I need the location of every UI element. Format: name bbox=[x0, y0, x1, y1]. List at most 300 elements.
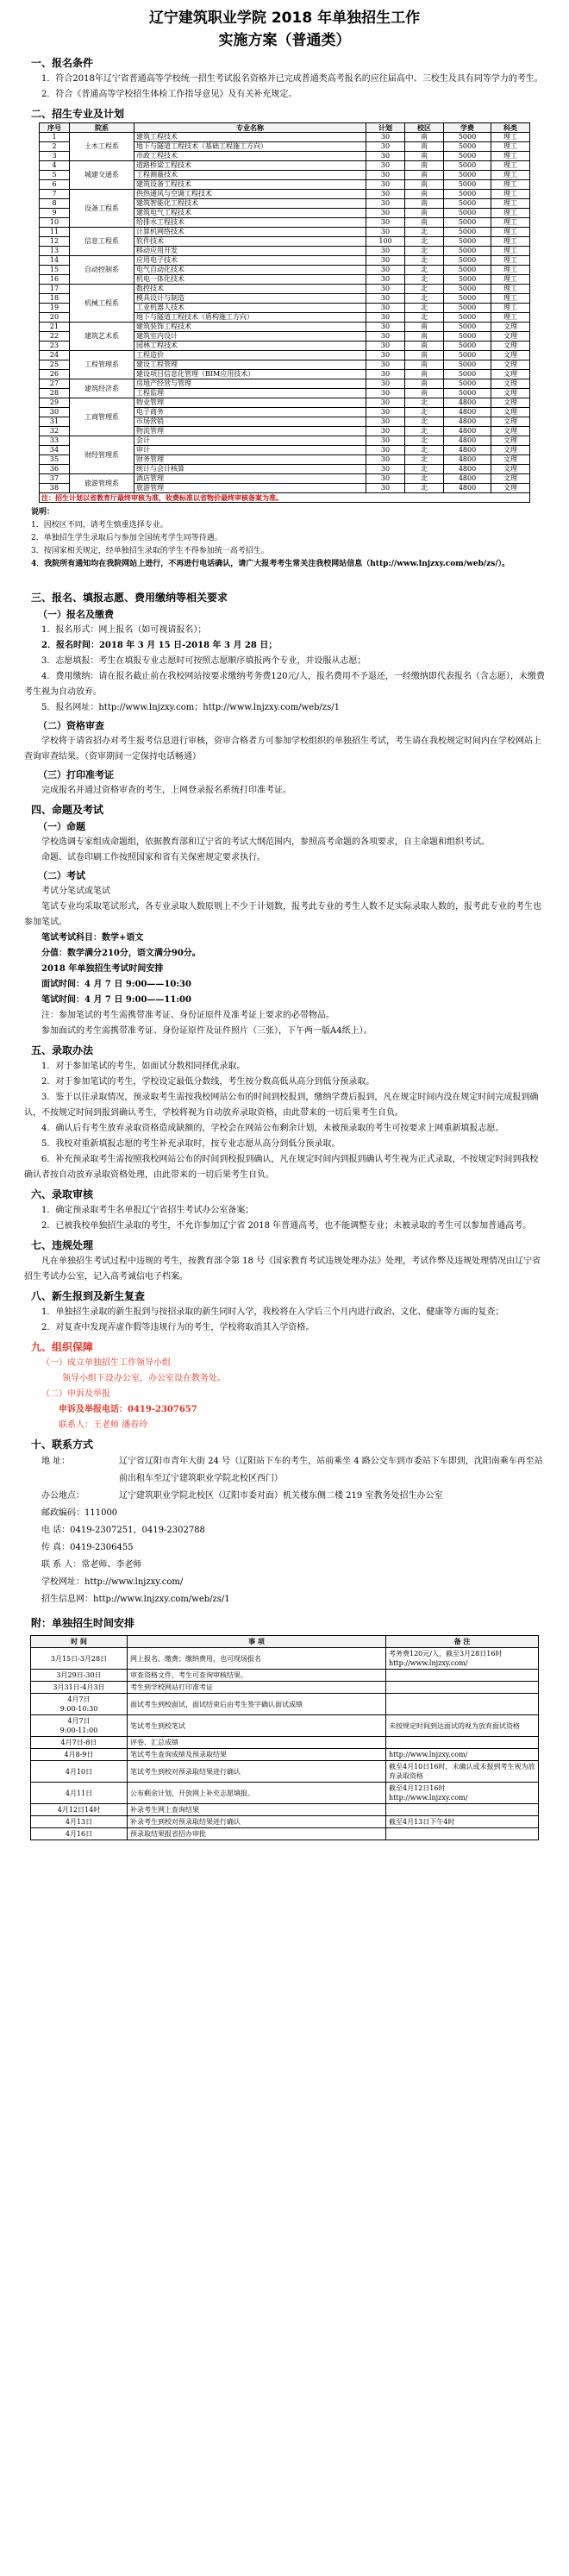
campus: 南 bbox=[405, 351, 444, 360]
section-heading: 九、组织保障 bbox=[31, 1341, 94, 1353]
major-name: 房地产经营与管理 bbox=[134, 379, 366, 389]
tuition: 5000 bbox=[444, 360, 491, 370]
major-name: 地下与隧道工程技术（基础工程施工方向） bbox=[134, 142, 366, 152]
campus: 南 bbox=[405, 133, 444, 142]
schedule-note: 考务费120元/人，截至3月28日16时 http://www.lnjzxy.com/ bbox=[386, 1648, 539, 1670]
tuition: 5000 bbox=[444, 199, 491, 209]
paragraph: 领导小组下设办公室，办公室设在教务处。 bbox=[62, 1374, 226, 1383]
appendix-heading: 附：单独招生时间安排 bbox=[31, 1617, 135, 1629]
major-name: 物业管理 bbox=[134, 398, 366, 408]
department: 土木工程系 bbox=[70, 133, 134, 161]
campus: 北 bbox=[405, 436, 444, 446]
category: 文理 bbox=[491, 455, 530, 465]
tuition: 4800 bbox=[444, 465, 491, 474]
table-row bbox=[40, 161, 530, 171]
row-number: 1 bbox=[40, 133, 70, 142]
plan-count: 30 bbox=[366, 427, 405, 436]
school-website-link[interactable]: 学校网址：http://www.lnjzxy.com/ bbox=[41, 1577, 184, 1587]
campus: 南 bbox=[405, 180, 444, 190]
paragraph: 3．鉴于以往录取情况，预录取考生需按我校网站公布的时间到校报到，缴纳学费后报到，凡在规定时间内没在规定时间完成报到确认，不按规定时间到报到确认考生，学校将视为自动放弃录取资格，由此带来的一切后果考生自负。 bbox=[24, 1093, 539, 1118]
table-row bbox=[40, 133, 530, 142]
department: 工商管理系 bbox=[70, 398, 134, 436]
campus: 北 bbox=[405, 427, 444, 436]
table-row bbox=[31, 1715, 539, 1737]
table-row bbox=[40, 285, 530, 294]
paragraph: 4．确认后有考生放弃录取资格造成缺额的，学校会在网站公布剩余计划，未被预录取的考生可按要求上网重新填报志愿。 bbox=[41, 1124, 504, 1133]
major-name: 建筑设备工程技术 bbox=[134, 180, 366, 190]
major-name: 园林工程技术 bbox=[134, 342, 366, 351]
row-number: 6 bbox=[40, 180, 70, 190]
major-name: 地下与隧道工程技术（盾构施工方向） bbox=[134, 313, 366, 323]
schedule-note bbox=[386, 1804, 539, 1816]
major-name: 工程监理 bbox=[134, 389, 366, 398]
row-number: 28 bbox=[40, 389, 70, 398]
plan-count: 30 bbox=[366, 142, 405, 152]
department: 建筑艺术系 bbox=[70, 323, 134, 351]
section-heading: 三、报名、填报志愿、费用缴纳等相关要求 bbox=[31, 592, 228, 604]
category: 文理 bbox=[491, 332, 530, 342]
tuition: 5000 bbox=[444, 161, 491, 171]
paragraph: 命题、试卷印刷工作按照国家和省有关保密规定要求执行。 bbox=[41, 853, 266, 862]
section-heading: 七、违规处理 bbox=[31, 1239, 94, 1251]
table-row bbox=[31, 1816, 539, 1828]
plan-count: 30 bbox=[366, 360, 405, 370]
paragraph: 2018 年单独招生考试时间安排 bbox=[41, 964, 164, 974]
table-row bbox=[31, 1783, 539, 1804]
campus: 北 bbox=[405, 294, 444, 304]
department: 自动控制系 bbox=[70, 256, 134, 285]
campus: 北 bbox=[405, 304, 444, 313]
major-name: 财务管理 bbox=[134, 455, 366, 465]
schedule-time: 3月29日-30日 bbox=[31, 1670, 128, 1682]
major-name: 电子商务 bbox=[134, 408, 366, 417]
category: 文理 bbox=[491, 379, 530, 389]
plan-count: 30 bbox=[366, 342, 405, 351]
tuition: 5000 bbox=[444, 285, 491, 294]
department: 信息工程系 bbox=[70, 228, 134, 256]
schedule-item: 补录考生到校对预录取结果进行确认 bbox=[128, 1816, 386, 1828]
department: 财经管理系 bbox=[70, 436, 134, 474]
tuition: 5000 bbox=[444, 266, 491, 275]
column-header: 院系 bbox=[70, 123, 134, 133]
major-name: 建设工程管理 bbox=[134, 360, 366, 370]
paragraph: 1．单独招生录取的新生报到与按招录取的新生同时入学，我校将在入学后三个月内进行政治、文化、健康等方面的复查； bbox=[41, 1307, 504, 1317]
row-number: 17 bbox=[40, 285, 70, 294]
row-number: 23 bbox=[40, 342, 70, 351]
plan-count: 30 bbox=[366, 446, 405, 455]
tuition: 4800 bbox=[444, 484, 491, 493]
category: 理工 bbox=[491, 256, 530, 266]
tuition: 5000 bbox=[444, 142, 491, 152]
section-heading: 八、新生报到及新生复查 bbox=[31, 1290, 146, 1302]
campus: 南 bbox=[405, 323, 444, 332]
major-name: 建筑室内设计 bbox=[134, 332, 366, 342]
paragraph: 学校将于请省招办对考生报考信息进行审核，资审合格者方可参加学校组织的单独招生考试，考生请在我校规定时间内在学校网站上查询审查结果。（资审期间一定保持电话畅通） bbox=[24, 736, 541, 762]
category: 理工 bbox=[491, 228, 530, 237]
table-row bbox=[31, 1749, 539, 1761]
plan-count: 30 bbox=[366, 313, 405, 323]
schedule-time: 4月11日 bbox=[31, 1783, 128, 1804]
schedule-note: http://www.lnjzxy.com/ bbox=[386, 1749, 539, 1761]
campus: 南 bbox=[405, 389, 444, 398]
paragraph: 2．报名时间：2018 年 3 月 15 日-2018 年 3 月 28 日； bbox=[41, 641, 278, 650]
campus: 南 bbox=[405, 199, 444, 209]
schedule-time: 3月31日-4月3日 bbox=[31, 1682, 128, 1694]
paragraph: 2．符合《普通高等学校招生体检工作指导意见》及有关补充规定。 bbox=[41, 90, 297, 99]
subsection-heading: （二）资格审查 bbox=[38, 720, 104, 731]
category: 理工 bbox=[491, 313, 530, 323]
section-heading: 五、录取办法 bbox=[31, 1044, 94, 1056]
schedule-item: 公布剩余计划，开放网上补充志愿填报。 bbox=[128, 1783, 386, 1804]
plan-count: 30 bbox=[366, 304, 405, 313]
enrollment-plan-table bbox=[39, 122, 530, 503]
column-header: 学费 bbox=[444, 123, 491, 133]
tuition: 4800 bbox=[444, 427, 491, 436]
doc-title-line2: 实施方案（普通类） bbox=[218, 32, 351, 49]
address-label: 地 址： bbox=[41, 1457, 71, 1466]
tuition: 4800 bbox=[444, 417, 491, 427]
row-number: 25 bbox=[40, 360, 70, 370]
campus: 北 bbox=[405, 417, 444, 427]
note-item: 3．按国家相关规定，经单独招生录取的学生不得参加统一高考招生。 bbox=[31, 547, 269, 555]
tuition: 5000 bbox=[444, 379, 491, 389]
major-name: 审计 bbox=[134, 446, 366, 455]
table-row bbox=[40, 398, 530, 408]
row-number: 11 bbox=[40, 228, 70, 237]
schedule-time: 4月12日14时 bbox=[31, 1804, 128, 1816]
tuition: 5000 bbox=[444, 228, 491, 237]
paragraph: 参加面试的考生需携带准考证、身份证原件及证件照片（三张），下午两一版A4纸上）。 bbox=[41, 1026, 372, 1036]
paragraph: 完成报名并通过资格审查的考生，上网登录报名系统打印准考证。 bbox=[41, 786, 291, 795]
tuition: 5000 bbox=[444, 342, 491, 351]
schedule-item: 补录考生网上查询结果 bbox=[128, 1804, 386, 1816]
plan-count: 30 bbox=[366, 323, 405, 332]
major-name: 工程测量技术 bbox=[134, 171, 366, 180]
note-item: 2．单独招生学生录取后与参加全国统考学生同等待遇。 bbox=[31, 534, 222, 542]
office-row bbox=[41, 1488, 545, 1505]
plan-count: 30 bbox=[366, 351, 405, 360]
tuition: 5000 bbox=[444, 294, 491, 304]
table-row bbox=[31, 1828, 539, 1840]
campus: 北 bbox=[405, 313, 444, 323]
schedule-note: 截至4月10日16时，未确认或未报到考生视为放弃录取资格 bbox=[386, 1761, 539, 1783]
plan-count: 30 bbox=[366, 218, 405, 228]
campus: 北 bbox=[405, 285, 444, 294]
tuition: 5000 bbox=[444, 180, 491, 190]
tuition: 4800 bbox=[444, 474, 491, 484]
campus: 南 bbox=[405, 332, 444, 342]
tuition: 5000 bbox=[444, 304, 491, 313]
table-row bbox=[31, 1761, 539, 1783]
column-header: 事 项 bbox=[128, 1636, 386, 1648]
paragraph: 凡在单独招生考试过程中违规的考生，按教育部令第 18 号《国家教育考试违规处理办法》处理，考试作弊及违规处理情况由辽宁省招生考试办公室，记入高考诚信电子档案。 bbox=[24, 1257, 541, 1282]
category: 文理 bbox=[491, 427, 530, 436]
category: 理工 bbox=[491, 171, 530, 180]
note-item: 4．我院所有通知均在我院网站上进行，不再进行电话确认，请广大报考考生常关注我校网站信息（http://www.lnjzxy.com/web/zs/）。 bbox=[31, 560, 510, 568]
paragraph: 1．确定预录取考生名单报辽宁省招生考试办公室备案； bbox=[41, 1206, 254, 1215]
major-name: 移动应用开发 bbox=[134, 247, 366, 256]
category: 文理 bbox=[491, 398, 530, 408]
row-number: 29 bbox=[40, 398, 70, 408]
row-number: 20 bbox=[40, 313, 70, 323]
tuition: 5000 bbox=[444, 152, 491, 161]
column-header: 校区 bbox=[405, 123, 444, 133]
schedule-note bbox=[386, 1828, 539, 1840]
table-row bbox=[31, 1737, 539, 1749]
plan-count: 30 bbox=[366, 190, 405, 199]
row-number: 8 bbox=[40, 199, 70, 209]
row-number: 15 bbox=[40, 266, 70, 275]
department: 设备工程系 bbox=[70, 190, 134, 228]
schedule-time: 3月15日-3月28日 bbox=[31, 1648, 128, 1670]
plan-count: 30 bbox=[366, 209, 405, 218]
schedule-table bbox=[30, 1635, 539, 1840]
department: 机械工程系 bbox=[70, 285, 134, 323]
row-number: 34 bbox=[40, 446, 70, 455]
tuition: 4800 bbox=[444, 408, 491, 417]
table-row bbox=[31, 1804, 539, 1816]
category: 文理 bbox=[491, 484, 530, 493]
plan-count: 30 bbox=[366, 180, 405, 190]
category: 理工 bbox=[491, 304, 530, 313]
schedule-time: 4月7日 9:00-10:30 bbox=[31, 1694, 128, 1715]
paragraph: （一）成立单独招生工作领导小组 bbox=[41, 1358, 171, 1368]
plan-count: 30 bbox=[366, 408, 405, 417]
section-heading: 二、招生专业及计划 bbox=[31, 108, 125, 120]
campus: 北 bbox=[405, 455, 444, 465]
paragraph: 分值：数学满分210分，语文满分90分。 bbox=[41, 949, 201, 958]
plan-count: 30 bbox=[366, 285, 405, 294]
campus: 北 bbox=[405, 247, 444, 256]
row-number: 18 bbox=[40, 294, 70, 304]
category: 文理 bbox=[491, 389, 530, 398]
paragraph[interactable]: 5．报名网址：http://www.lnjzxy.com；http://www.lnjzxy.com/web/zs/1 bbox=[41, 703, 340, 712]
major-name: 建设项目信息化管理（BIM应用技术） bbox=[134, 370, 366, 379]
column-header: 计划 bbox=[366, 123, 405, 133]
category: 文理 bbox=[491, 446, 530, 455]
campus: 北 bbox=[405, 256, 444, 266]
schedule-item: 预录取结果报省招办审批 bbox=[128, 1828, 386, 1840]
category: 理工 bbox=[491, 142, 530, 152]
category: 理工 bbox=[491, 190, 530, 199]
paragraph: 2．对于参加笔试的考生，学校设定最低分数线，考生按分数高低从高分到低分预录取。 bbox=[41, 1077, 375, 1087]
admission-website-link[interactable]: 招生信息网：http://www.lnjzxy.com/web/zs/1 bbox=[41, 1595, 230, 1604]
paragraph: 学校选调专家组成命题组，依据教育部和辽宁省的考试大纲范围内，参照高考命题的各项要求，自主命题和组织考试。 bbox=[41, 837, 490, 847]
schedule-time: 4月10日 bbox=[31, 1761, 128, 1783]
major-name: 计算机网络技术 bbox=[134, 228, 366, 237]
major-name: 市场营销 bbox=[134, 417, 366, 427]
row-number: 27 bbox=[40, 379, 70, 389]
paragraph: 注：参加笔试的考生需携带准考证、身份证原件及准考证上要求的必带物品。 bbox=[41, 1011, 335, 1020]
column-header: 时 间 bbox=[31, 1636, 128, 1648]
paragraph: 1．符合2018年辽宁省普通高等学校统一招生考试报名资格并已完成普通类高考报名的应往届高中、三校生及具有同等学力的考生。 bbox=[41, 74, 543, 84]
major-name: 物流管理 bbox=[134, 427, 366, 436]
table-row bbox=[40, 190, 530, 199]
campus: 北 bbox=[405, 237, 444, 247]
major-name: 会计 bbox=[134, 436, 366, 446]
tuition: 5000 bbox=[444, 323, 491, 332]
tuition: 5000 bbox=[444, 218, 491, 228]
row-number: 35 bbox=[40, 455, 70, 465]
plan-count: 30 bbox=[366, 256, 405, 266]
schedule-item: 笔试考生到校对预录取结果进行确认 bbox=[128, 1761, 386, 1783]
row-number: 21 bbox=[40, 323, 70, 332]
campus: 北 bbox=[405, 398, 444, 408]
subsection-heading: （一）命题 bbox=[38, 821, 85, 832]
paragraph: 2．已被我校单独招生录取的考生，不允许参加辽宁省 2018 年普通高考，也不能调整专业；未被录取的考生可以参加普通高考。 bbox=[41, 1221, 532, 1231]
contact-person: 联 系 人：常老师、李老师 bbox=[41, 1560, 142, 1570]
tuition: 5000 bbox=[444, 133, 491, 142]
tuition: 4800 bbox=[444, 436, 491, 446]
note-item: 1．因校区不同，请考生慎重选择专业。 bbox=[31, 521, 168, 530]
row-number: 12 bbox=[40, 237, 70, 247]
paragraph: 4．费用缴纳：请在报名截止前在我校网站按要求缴纳考务费120元/人，报名费用不予退还，一经缴纳即代表报名（含志愿），未缴费考生视为自动放弃。 bbox=[24, 672, 545, 697]
major-name: 应用电子技术 bbox=[134, 256, 366, 266]
plan-count: 30 bbox=[366, 332, 405, 342]
plan-count: 30 bbox=[366, 228, 405, 237]
plan-count: 30 bbox=[366, 133, 405, 142]
category: 文理 bbox=[491, 465, 530, 474]
plan-count: 30 bbox=[366, 389, 405, 398]
table-row bbox=[40, 228, 530, 237]
major-name: 软件技术 bbox=[134, 237, 366, 247]
row-number: 26 bbox=[40, 370, 70, 379]
tuition: 5000 bbox=[444, 209, 491, 218]
table-row bbox=[40, 256, 530, 266]
schedule-item: 考生到学校网站打印准考证 bbox=[128, 1682, 386, 1694]
schedule-item: 面试考生到校面试，面试结束后由考生签字确认面试成绩 bbox=[128, 1694, 386, 1715]
office-value: 辽宁建筑职业学院北校区（辽阳市委对面）机关楼东侧二楼 219 室教务处招生办公室 bbox=[119, 1491, 443, 1501]
tuition: 5000 bbox=[444, 313, 491, 323]
schedule-time: 4月8-9日 bbox=[31, 1749, 128, 1761]
campus: 北 bbox=[405, 465, 444, 474]
schedule-item: 审查资格文件，考生可查询审核结果。 bbox=[128, 1670, 386, 1682]
tuition: 5000 bbox=[444, 247, 491, 256]
plan-count: 30 bbox=[366, 161, 405, 171]
row-number: 24 bbox=[40, 351, 70, 360]
section-heading: 一、报名条件 bbox=[31, 57, 94, 69]
complaint-phone: 申诉及举报电话：0419-2307657 bbox=[59, 1405, 197, 1414]
table-note-row bbox=[40, 493, 530, 503]
schedule-note: 截至4月12日16时 http://www.lnjzxy.com/ bbox=[386, 1783, 539, 1804]
plan-count: 30 bbox=[366, 152, 405, 161]
campus: 南 bbox=[405, 171, 444, 180]
section-heading: 四、命题及考试 bbox=[31, 804, 104, 816]
category: 文理 bbox=[491, 474, 530, 484]
category: 理工 bbox=[491, 275, 530, 285]
category: 理工 bbox=[491, 294, 530, 304]
row-number: 30 bbox=[40, 408, 70, 417]
campus: 北 bbox=[405, 228, 444, 237]
category: 理工 bbox=[491, 199, 530, 209]
paragraph: 1．对于参加笔试的考生，如面试分数相同择优录取。 bbox=[41, 1062, 246, 1071]
major-name: 道路桥梁工程技术 bbox=[134, 161, 366, 171]
major-name: 工业机器人技术 bbox=[134, 304, 366, 313]
campus: 南 bbox=[405, 379, 444, 389]
category: 文理 bbox=[491, 342, 530, 351]
campus: 北 bbox=[405, 446, 444, 455]
category: 文理 bbox=[491, 360, 530, 370]
tuition: 5000 bbox=[444, 389, 491, 398]
schedule-note bbox=[386, 1737, 539, 1749]
campus: 南 bbox=[405, 218, 444, 228]
schedule-time: 4月16日 bbox=[31, 1828, 128, 1840]
paragraph: 3．志愿填报：考生在填报专业志愿时可按照志愿顺序填报两个专业，并设服从志愿； bbox=[41, 656, 366, 666]
category: 文理 bbox=[491, 408, 530, 417]
schedule-note bbox=[386, 1694, 539, 1715]
schedule-time: 4月7日-8日 bbox=[31, 1737, 128, 1749]
schedule-note: 未按规定时间到达面试的视为放弃面试资格 bbox=[386, 1715, 539, 1737]
address-row bbox=[41, 1453, 545, 1488]
schedule-time: 4月7日 9:00-11:00 bbox=[31, 1715, 128, 1737]
paragraph: 6．补充预录取考生需按照我校网站公布的时间到校报到确认，凡在规定时间内到报到确认考生视为正式录取，不按规定时间到我校确认者按自动放弃录取资格处理，由此带来的一切后果考生自负。 bbox=[24, 1155, 539, 1180]
row-number: 38 bbox=[40, 484, 70, 493]
plan-count: 30 bbox=[366, 199, 405, 209]
schedule-note bbox=[386, 1682, 539, 1694]
row-number: 2 bbox=[40, 142, 70, 152]
paragraph: 笔试时间：4 月 7 日 9:00——11:00 bbox=[41, 995, 191, 1005]
schedule-note bbox=[386, 1670, 539, 1682]
notes-label: 说明： bbox=[31, 508, 55, 517]
plan-count: 30 bbox=[366, 398, 405, 408]
major-name: 建筑工程技术 bbox=[134, 133, 366, 142]
major-name: 市政工程技术 bbox=[134, 152, 366, 161]
plan-count: 30 bbox=[366, 417, 405, 427]
plan-count: 30 bbox=[366, 474, 405, 484]
campus: 北 bbox=[405, 275, 444, 285]
row-number: 19 bbox=[40, 304, 70, 313]
campus: 南 bbox=[405, 152, 444, 161]
row-number: 32 bbox=[40, 427, 70, 436]
campus: 南 bbox=[405, 161, 444, 171]
row-number: 37 bbox=[40, 474, 70, 484]
major-name: 统计与会计核算 bbox=[134, 465, 366, 474]
plan-count: 30 bbox=[366, 275, 405, 285]
plan-count: 30 bbox=[366, 294, 405, 304]
category: 理工 bbox=[491, 180, 530, 190]
table-header-row bbox=[40, 123, 530, 133]
campus: 南 bbox=[405, 370, 444, 379]
row-number: 3 bbox=[40, 152, 70, 161]
table-row bbox=[40, 436, 530, 446]
major-name: 建筑智能化工程技术 bbox=[134, 199, 366, 209]
plan-count: 30 bbox=[366, 436, 405, 446]
table-note: 注：招生计划以省教育厅最终审核为准，收费标准以省物价最终审核备案为准。 bbox=[40, 493, 530, 503]
paragraph: （二）申诉及举报 bbox=[41, 1389, 110, 1399]
tuition: 4800 bbox=[444, 455, 491, 465]
category: 理工 bbox=[491, 247, 530, 256]
category: 文理 bbox=[491, 436, 530, 446]
row-number: 33 bbox=[40, 436, 70, 446]
complaint-contact: 联系人：王老师 潘春玲 bbox=[59, 1420, 148, 1430]
tuition: 5000 bbox=[444, 351, 491, 360]
department: 工程管理系 bbox=[70, 351, 134, 379]
tuition: 5000 bbox=[444, 237, 491, 247]
table-row bbox=[40, 323, 530, 332]
campus: 南 bbox=[405, 342, 444, 351]
campus: 南 bbox=[405, 360, 444, 370]
major-name: 给排水工程技术 bbox=[134, 218, 366, 228]
tuition: 5000 bbox=[444, 256, 491, 266]
section-heading: 六、录取审核 bbox=[31, 1188, 94, 1200]
column-header: 专业名称 bbox=[134, 123, 366, 133]
plan-count: 30 bbox=[366, 266, 405, 275]
column-header: 科类 bbox=[491, 123, 530, 133]
major-name: 旅游管理 bbox=[134, 484, 366, 493]
category: 文理 bbox=[491, 323, 530, 332]
table-header-row bbox=[31, 1636, 539, 1648]
paragraph: 面试时间：4 月 7 日 9:00——10:30 bbox=[41, 980, 191, 989]
